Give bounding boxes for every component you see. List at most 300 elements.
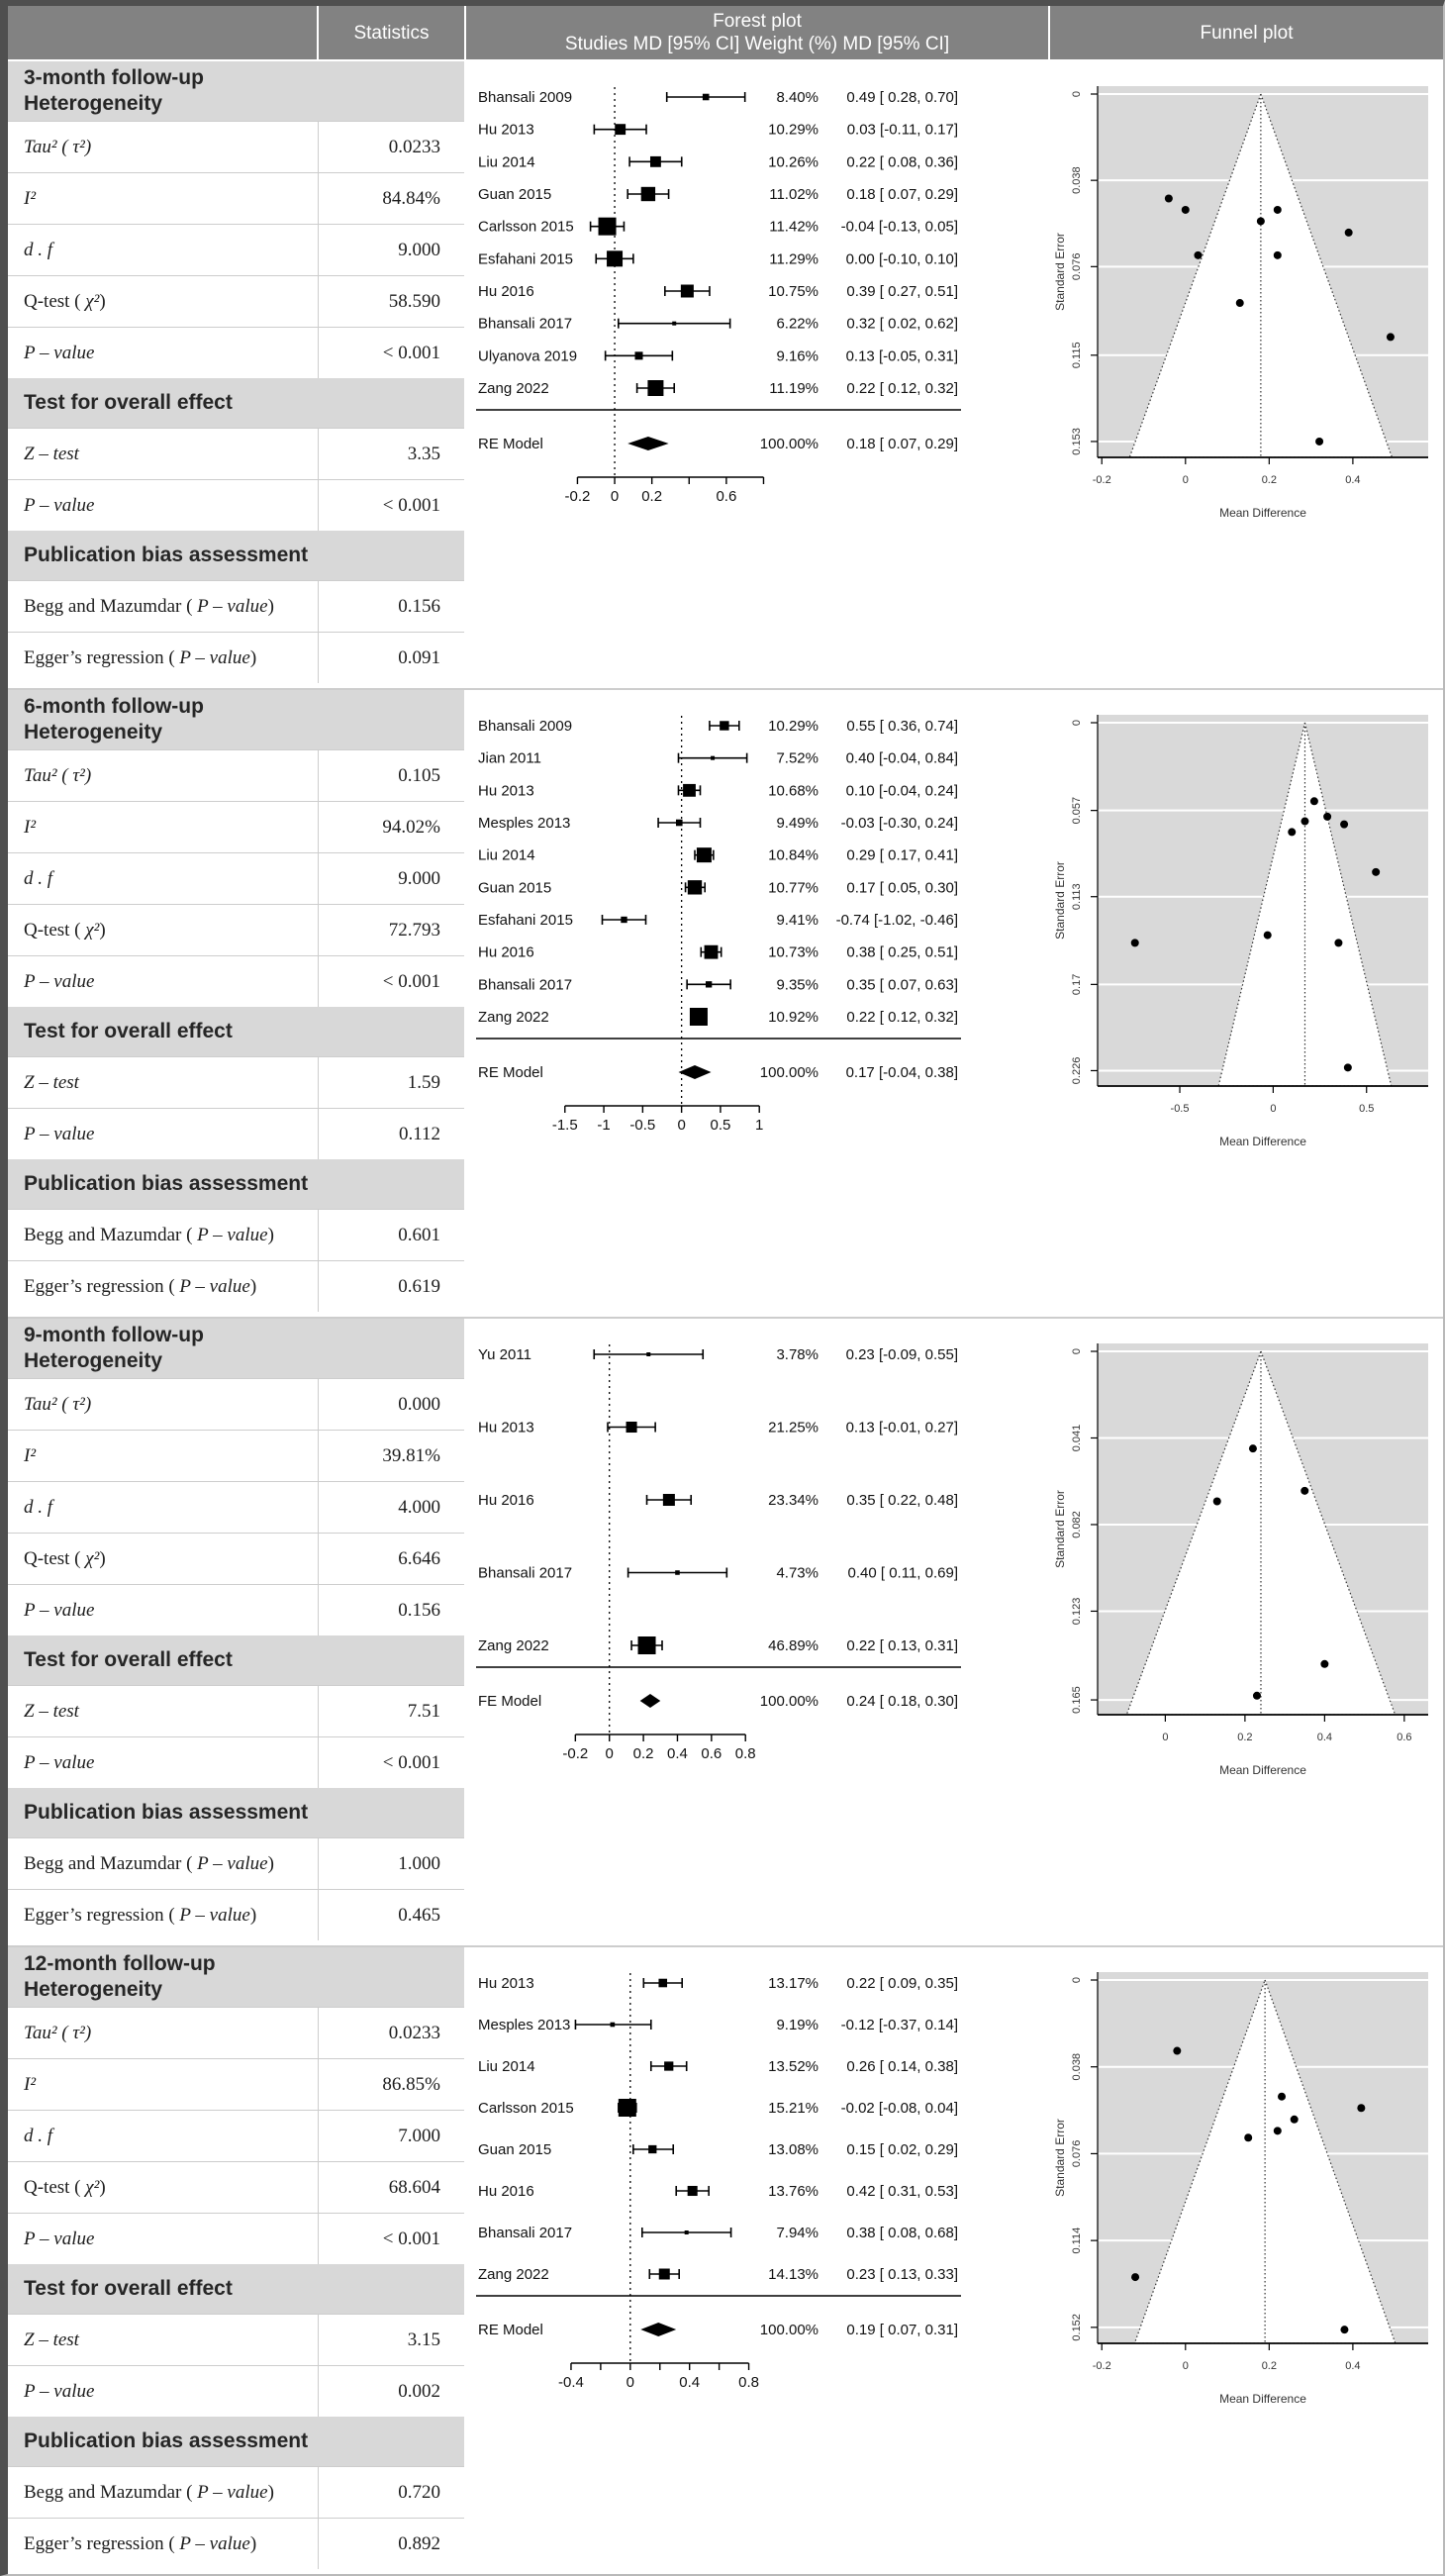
stat-label-text: P – value — [24, 342, 95, 363]
funnel-column-title: Funnel plot — [1200, 22, 1294, 44]
study-label: Guan 2015 — [478, 186, 552, 203]
stat-label-z — [8, 2315, 318, 2365]
x-axis-label: Mean Difference — [1219, 1135, 1306, 1148]
stat-label-i2 — [8, 802, 318, 852]
stat-value-begg: 0.601 — [318, 1210, 464, 1260]
funnel-plot-6-month — [1050, 690, 1443, 1312]
study-ci: 0.40 [ 0.11, 0.69] — [847, 1564, 958, 1582]
point-estimate-square — [697, 847, 712, 862]
stat-value-p_het: < 0.001 — [318, 956, 464, 1007]
stat-label-text: χ² — [85, 1547, 100, 1569]
study-label: Hu 2016 — [478, 2183, 534, 2200]
point-estimate-square — [706, 981, 712, 987]
stat-label-p_het — [8, 328, 318, 378]
study-label: Bhansali 2009 — [478, 89, 573, 106]
funnel-cell-12-month — [1050, 1947, 1443, 2574]
forest-cell-6-month — [466, 690, 1048, 1317]
study-label: Hu 2013 — [478, 1419, 534, 1437]
point-estimate-square — [619, 2099, 636, 2117]
study-label: Yu 2011 — [478, 1346, 531, 1363]
point-estimate-square — [607, 250, 623, 266]
stat-label-text: P – value — [197, 595, 268, 617]
study-label: Zang 2022 — [478, 2266, 549, 2283]
stat-label-p_het — [8, 1585, 318, 1635]
stat-row-begg — [8, 1209, 464, 1260]
stat-label-p_z — [8, 2366, 318, 2417]
point-estimate-square — [688, 880, 702, 894]
study-weight: 9.35% — [776, 976, 819, 994]
study-ci: 0.35 [ 0.22, 0.48] — [846, 1492, 958, 1509]
stats-table-9-month — [8, 1319, 464, 1945]
forest-plot-3-month — [466, 61, 1048, 683]
stat-row-tau2 — [8, 2007, 464, 2058]
study-ci: 0.39 [ 0.27, 0.51] — [846, 283, 958, 300]
section-12-month — [8, 1945, 1443, 2574]
stat-row-df — [8, 1481, 464, 1533]
study-weight: 11.29% — [769, 250, 819, 268]
subsection-band: Test for overall effect — [8, 1635, 464, 1685]
stat-label-text: χ² — [85, 2176, 100, 2198]
x-axis-tick-label: 0.4 — [679, 2374, 701, 2391]
stat-value-df: 4.000 — [318, 1482, 464, 1533]
subsection-band: Test for overall effect — [8, 2264, 464, 2314]
y-axis-tick-label: 0.076 — [1071, 2139, 1083, 2168]
x-axis-tick-label: 0.8 — [734, 1745, 756, 1762]
study-label: Hu 2016 — [478, 283, 534, 300]
study-weight: 10.29% — [768, 121, 819, 139]
stat-label-begg — [8, 2467, 318, 2518]
model-diamond — [627, 437, 668, 450]
study-label: Hu 2013 — [478, 121, 534, 139]
funnel-point — [1310, 797, 1318, 805]
study-ci: 0.23 [-0.09, 0.55] — [845, 1346, 958, 1363]
stat-label-text: ) — [99, 919, 106, 941]
study-label: Esfahani 2015 — [478, 250, 573, 268]
point-estimate-square — [720, 721, 728, 730]
stat-row-begg — [8, 2466, 464, 2518]
stat-row-q — [8, 2161, 464, 2213]
y-axis-label: Standard Error — [1053, 2119, 1067, 2197]
point-estimate-square — [626, 1422, 637, 1433]
funnel-cell-6-month — [1050, 690, 1443, 1317]
point-estimate-square — [688, 2186, 698, 2196]
study-weight: 11.19% — [769, 380, 819, 397]
stat-label-text: I² — [24, 816, 37, 838]
stat-row-p_z — [8, 1108, 464, 1159]
stat-label-i2 — [8, 173, 318, 224]
study-weight: 8.40% — [776, 89, 819, 106]
stat-label-text: d . f — [24, 1496, 53, 1518]
point-estimate-square — [690, 1008, 708, 1026]
stat-label-p_z — [8, 1737, 318, 1788]
study-weight: 3.78% — [776, 1346, 819, 1363]
study-label: Bhansali 2017 — [478, 1564, 573, 1582]
stat-label-text: P – value — [179, 2532, 250, 2554]
stat-label-z — [8, 429, 318, 479]
section-title: 12-month follow-up — [24, 1952, 216, 1975]
model-diamond — [640, 1694, 661, 1708]
stat-label-text: Tau² ( τ²) — [24, 1393, 92, 1415]
study-label: Guan 2015 — [478, 2141, 552, 2158]
study-weight: 10.68% — [768, 782, 819, 800]
y-axis-label: Standard Error — [1053, 233, 1067, 311]
point-estimate-square — [711, 756, 715, 760]
stat-label-text: P – value — [24, 494, 95, 516]
point-estimate-square — [647, 380, 663, 396]
stat-label-text: P – value — [24, 970, 95, 992]
study-ci: 0.13 [-0.05, 0.31] — [845, 347, 958, 365]
stat-row-p_het — [8, 1584, 464, 1635]
stat-label-tau2 — [8, 122, 318, 172]
study-ci: 0.35 [ 0.07, 0.63] — [846, 976, 958, 994]
header-cell-empty — [8, 6, 317, 59]
point-estimate-square — [641, 187, 655, 201]
stat-label-q — [8, 1534, 318, 1584]
stat-row-tau2 — [8, 1378, 464, 1430]
header-cell-forest — [466, 6, 1048, 59]
study-label: Liu 2014 — [478, 153, 535, 171]
stat-label-text: P – value — [179, 646, 250, 668]
point-estimate-square — [621, 917, 626, 923]
point-estimate-square — [650, 156, 661, 167]
stat-row-q — [8, 904, 464, 955]
study-label: Guan 2015 — [478, 879, 552, 897]
model-label: RE Model — [478, 2322, 543, 2338]
y-axis-tick-label: 0.152 — [1071, 2314, 1083, 2341]
funnel-cell-9-month — [1050, 1319, 1443, 1945]
stat-label-q — [8, 905, 318, 955]
stat-label-text: Q-test ( — [24, 2176, 86, 2198]
y-axis-tick-label: 0.041 — [1071, 1424, 1083, 1452]
study-label: Hu 2013 — [478, 782, 534, 800]
study-ci: -0.12 [-0.37, 0.14] — [840, 2017, 958, 2033]
stat-label-df — [8, 853, 318, 904]
point-estimate-square — [675, 1570, 680, 1575]
stat-value-begg: 0.156 — [318, 581, 464, 632]
stat-row-i2 — [8, 2058, 464, 2110]
x-axis-tick-label: 0.4 — [1316, 1732, 1333, 1743]
y-axis-label: Standard Error — [1053, 861, 1067, 940]
model-label: RE Model — [478, 436, 543, 452]
stat-label-tau2 — [8, 1379, 318, 1430]
y-axis-tick-label: 0.082 — [1071, 1511, 1083, 1538]
stat-value-q: 6.646 — [318, 1534, 464, 1584]
funnel-point — [1165, 195, 1173, 203]
stat-value-i2: 39.81% — [318, 1431, 464, 1481]
study-ci: 0.13 [-0.01, 0.27] — [845, 1419, 958, 1437]
stat-value-i2: 86.85% — [318, 2059, 464, 2110]
point-estimate-square — [646, 1352, 650, 1356]
stat-label-z — [8, 1686, 318, 1736]
stat-row-z — [8, 2314, 464, 2365]
stat-value-z: 7.51 — [318, 1686, 464, 1736]
section-title-band — [8, 690, 464, 749]
stat-label-text: Begg and Mazumdar ( — [24, 1852, 198, 1874]
model-ci: 0.18 [ 0.07, 0.29] — [846, 436, 958, 452]
y-axis-tick-label: 0.076 — [1071, 252, 1083, 281]
x-axis-tick-label: 0 — [605, 1745, 614, 1762]
stat-label-egger — [8, 2519, 318, 2569]
stat-label-text: ) — [99, 1547, 106, 1569]
funnel-point — [1288, 828, 1296, 836]
y-axis-tick-label: 0 — [1071, 719, 1083, 727]
stat-row-begg — [8, 580, 464, 632]
stat-label-begg — [8, 1838, 318, 1889]
study-label: Liu 2014 — [478, 2058, 535, 2075]
point-estimate-square — [663, 1494, 675, 1506]
x-axis-tick-label: -0.2 — [562, 1745, 589, 1762]
stat-label-text: Tau² ( τ²) — [24, 136, 92, 157]
forest-plot-6-month — [466, 690, 1048, 1312]
funnel-point — [1244, 2133, 1252, 2141]
study-ci: 0.22 [ 0.13, 0.31] — [846, 1637, 958, 1654]
stat-value-q: 72.793 — [318, 905, 464, 955]
study-ci: 0.55 [ 0.36, 0.74] — [846, 718, 958, 735]
stat-label-z — [8, 1057, 318, 1108]
study-ci: 0.26 [ 0.14, 0.38] — [846, 2058, 958, 2075]
section-title: 9-month follow-up — [24, 1324, 204, 1346]
funnel-point — [1257, 217, 1265, 225]
funnel-plot-3-month — [1050, 61, 1443, 683]
stat-label-begg — [8, 1210, 318, 1260]
heterogeneity-label: Heterogeneity — [24, 721, 163, 743]
point-estimate-square — [611, 2023, 616, 2028]
stat-label-text: Q-test ( — [24, 919, 86, 941]
funnel-point — [1194, 251, 1202, 259]
x-axis-tick-label: 0 — [1182, 474, 1189, 486]
funnel-point — [1300, 1487, 1308, 1495]
x-axis-tick-label: 0.5 — [1359, 1103, 1375, 1115]
stat-row-p_het — [8, 955, 464, 1007]
study-weight: 6.22% — [776, 315, 819, 333]
x-axis-tick-label: 0 — [1162, 1732, 1169, 1743]
stat-row-p_z — [8, 479, 464, 531]
x-axis-tick-label: 0.2 — [641, 488, 663, 505]
stat-value-tau2: 0.105 — [318, 750, 464, 801]
stat-label-df — [8, 1482, 318, 1533]
subsection-band: Publication bias assessment — [8, 1159, 464, 1209]
stat-row-z — [8, 1056, 464, 1108]
study-label: Hu 2016 — [478, 1492, 534, 1509]
stat-row-z — [8, 1685, 464, 1736]
x-axis-tick-label: 0 — [1270, 1103, 1277, 1115]
funnel-point — [1278, 2093, 1286, 2101]
stat-label-text: Z – test — [24, 1700, 79, 1722]
study-ci: 0.00 [-0.10, 0.10] — [845, 250, 958, 268]
study-weight: 13.17% — [768, 1975, 819, 1992]
stat-label-text: P – value — [24, 2380, 95, 2402]
x-axis-tick-label: 0.6 — [716, 488, 737, 505]
funnel-point — [1274, 206, 1282, 214]
y-axis-tick-label: 0.057 — [1071, 796, 1083, 825]
x-axis-tick-label: -0.4 — [558, 2374, 584, 2391]
header-cell-funnel — [1050, 6, 1443, 59]
stat-row-q — [8, 275, 464, 327]
stat-label-begg — [8, 581, 318, 632]
funnel-point — [1173, 2047, 1181, 2055]
stat-label-text: P – value — [24, 2228, 95, 2249]
funnel-point — [1182, 206, 1190, 214]
stat-label-text: ) — [99, 2176, 106, 2198]
study-weight: 46.89% — [768, 1637, 819, 1654]
study-weight: 10.92% — [768, 1009, 819, 1026]
x-axis-tick-label: 1 — [755, 1117, 764, 1134]
stat-label-text: Begg and Mazumdar ( — [24, 1224, 198, 1245]
stat-value-p_het: < 0.001 — [318, 328, 464, 378]
stat-label-text: Egger’s regression ( — [24, 2532, 180, 2554]
stat-label-i2 — [8, 2059, 318, 2110]
study-ci: -0.02 [-0.08, 0.04] — [840, 2100, 958, 2117]
stat-value-egger: 0.619 — [318, 1261, 464, 1312]
point-estimate-square — [705, 945, 719, 959]
stat-row-tau2 — [8, 121, 464, 172]
stat-label-text: Egger’s regression ( — [24, 1275, 180, 1297]
stat-value-p_het: < 0.001 — [318, 2214, 464, 2264]
stat-value-i2: 84.84% — [318, 173, 464, 224]
stat-label-p_z — [8, 480, 318, 531]
stat-value-begg: 1.000 — [318, 1838, 464, 1889]
study-ci: 0.22 [ 0.12, 0.32] — [846, 380, 958, 397]
funnel-cell-3-month — [1050, 61, 1443, 688]
funnel-point — [1315, 438, 1323, 446]
study-label: Carlsson 2015 — [478, 218, 574, 236]
stat-value-q: 68.604 — [318, 2162, 464, 2213]
point-estimate-square — [672, 322, 676, 326]
header-cell-statistics — [319, 6, 464, 59]
stat-value-p_z: 0.112 — [318, 1109, 464, 1159]
x-axis-tick-label: 0 — [677, 1117, 686, 1134]
funnel-point — [1320, 1660, 1328, 1668]
stat-label-df — [8, 2111, 318, 2161]
x-axis-tick-label: -1.5 — [551, 1117, 578, 1134]
section-3-month — [8, 61, 1443, 688]
stat-label-tau2 — [8, 2008, 318, 2058]
stat-row-egger — [8, 1889, 464, 1940]
funnel-point — [1131, 939, 1139, 946]
point-estimate-square — [703, 94, 710, 101]
study-ci: 0.10 [-0.04, 0.24] — [845, 782, 958, 800]
funnel-point — [1249, 1444, 1257, 1452]
study-weight: 10.26% — [768, 153, 819, 171]
y-axis-tick-label: 0 — [1071, 1347, 1083, 1355]
study-weight: 10.29% — [768, 718, 819, 735]
stat-label-text: d . f — [24, 2125, 53, 2146]
stat-value-tau2: 0.0233 — [318, 122, 464, 172]
study-ci: 0.42 [ 0.31, 0.53] — [846, 2183, 958, 2200]
stats-table-12-month — [8, 1947, 464, 2574]
study-weight: 10.84% — [768, 846, 819, 864]
funnel-point — [1274, 251, 1282, 259]
study-weight: 14.13% — [768, 2266, 819, 2283]
forest-cell-12-month — [466, 1947, 1048, 2574]
study-ci: 0.22 [ 0.12, 0.32] — [846, 1009, 958, 1026]
stat-label-text: Tau² ( τ²) — [24, 2022, 92, 2043]
x-axis-tick-label: -0.2 — [564, 488, 591, 505]
stat-row-egger — [8, 2518, 464, 2569]
study-ci: 0.18 [ 0.07, 0.29] — [846, 186, 958, 203]
study-label: Zang 2022 — [478, 380, 549, 397]
section-title: 3-month follow-up — [24, 66, 204, 89]
forest-column-subtitle: Studies MD [95% CI] Weight (%) MD [95% CI] — [564, 34, 950, 54]
stat-row-i2 — [8, 1430, 464, 1481]
study-weight: 13.52% — [768, 2058, 819, 2075]
stat-label-df — [8, 225, 318, 275]
stat-row-p_z — [8, 1736, 464, 1788]
stat-label-text: Q-test ( — [24, 1547, 86, 1569]
study-label: Ulyanova 2019 — [478, 347, 578, 365]
stat-label-text: χ² — [85, 919, 100, 941]
model-weight: 100.00% — [759, 436, 819, 452]
study-weight: 11.42% — [769, 218, 819, 236]
stat-label-text: ) — [267, 595, 274, 617]
funnel-point — [1213, 1497, 1221, 1505]
stat-value-tau2: 0.000 — [318, 1379, 464, 1430]
subsection-band: Publication bias assessment — [8, 1788, 464, 1837]
stat-label-text: ) — [249, 646, 257, 668]
funnel-point — [1344, 1063, 1352, 1071]
point-estimate-square — [638, 1636, 656, 1654]
x-axis-tick-label: -1 — [597, 1117, 611, 1134]
stat-label-text: P – value — [24, 1123, 95, 1144]
study-weight: 9.16% — [776, 347, 819, 365]
x-axis-tick-label: -0.5 — [629, 1117, 656, 1134]
model-weight: 100.00% — [759, 1064, 819, 1081]
stat-value-df: 9.000 — [318, 225, 464, 275]
study-ci: 0.40 [-0.04, 0.84] — [845, 749, 958, 767]
study-label: Mesples 2013 — [478, 2017, 571, 2033]
stat-label-text: ) — [267, 2481, 274, 2503]
point-estimate-square — [683, 784, 696, 797]
stat-label-q — [8, 276, 318, 327]
study-ci: 0.38 [ 0.25, 0.51] — [846, 943, 958, 961]
y-axis-tick-label: 0.038 — [1071, 166, 1083, 194]
study-ci: 0.15 [ 0.02, 0.29] — [846, 2141, 958, 2158]
y-axis-tick-label: 0.17 — [1071, 973, 1083, 996]
forest-column-title: Forest plot — [713, 11, 802, 32]
stat-label-text: χ² — [85, 290, 100, 312]
study-weight: 9.19% — [776, 2017, 819, 2033]
funnel-plot-9-month — [1050, 1319, 1443, 1940]
stat-value-z: 1.59 — [318, 1057, 464, 1108]
model-diamond — [640, 2323, 676, 2336]
y-axis-tick-label: 0.226 — [1071, 1056, 1083, 1085]
y-axis-tick-label: 0 — [1071, 90, 1083, 98]
stat-row-egger — [8, 632, 464, 683]
stat-value-df: 9.000 — [318, 853, 464, 904]
stat-label-egger — [8, 1261, 318, 1312]
y-axis-tick-label: 0.114 — [1071, 2227, 1083, 2254]
model-weight: 100.00% — [759, 2322, 819, 2338]
stat-label-text: Z – test — [24, 2328, 79, 2350]
forest-cell-3-month — [466, 61, 1048, 688]
x-axis-label: Mean Difference — [1219, 1763, 1306, 1777]
stat-row-df — [8, 2110, 464, 2161]
study-ci: 0.49 [ 0.28, 0.70] — [846, 89, 958, 106]
x-axis-tick-label: 0 — [610, 488, 620, 505]
stat-value-tau2: 0.0233 — [318, 2008, 464, 2058]
stat-label-text: P – value — [24, 1751, 95, 1773]
stat-label-text: Z – test — [24, 1071, 79, 1093]
y-axis-label: Standard Error — [1053, 1490, 1067, 1568]
stat-label-text: P – value — [197, 2481, 268, 2503]
x-axis-label: Mean Difference — [1219, 506, 1306, 520]
funnel-point — [1300, 818, 1308, 826]
stat-value-p_z: < 0.001 — [318, 480, 464, 531]
stat-value-z: 3.15 — [318, 2315, 464, 2365]
subsection-band: Test for overall effect — [8, 378, 464, 428]
funnel-point — [1291, 2116, 1299, 2124]
x-axis-tick-label: 0.4 — [1345, 2360, 1361, 2372]
